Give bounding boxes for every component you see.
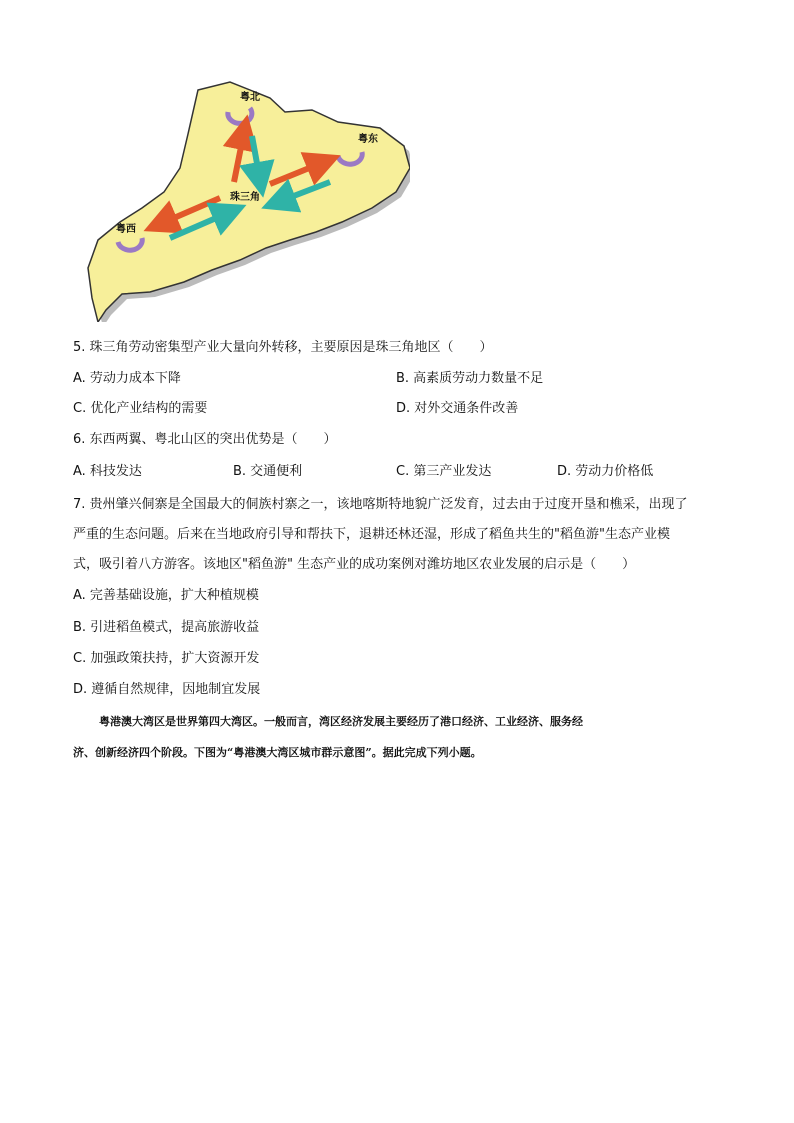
q6-option-b[interactable]: B. 交通便利 — [233, 464, 303, 479]
q5-stem: 5. 珠三角劳动密集型产业大量向外转移，主要原因是珠三角地区（ ） — [73, 340, 493, 355]
q6-option-a[interactable]: A. 科技发达 — [73, 464, 142, 479]
guangdong-industry-transfer-map — [80, 72, 410, 322]
q7-option-c[interactable]: C. 加强政策扶持，扩大资源开发 — [73, 651, 260, 666]
label-east: 粤东 — [358, 134, 378, 145]
section-intro — [73, 706, 721, 768]
q5-option-a[interactable]: A. 劳动力成本下降 — [73, 371, 181, 386]
section-intro-line-2: 济、创新经济四个阶段。下图为“粤港澳大湾区城市群示意图”。据此完成下列小题。 — [73, 746, 482, 759]
q5-option-b[interactable]: B. 高素质劳动力数量不足 — [396, 371, 544, 386]
q7-stem-line-1: 7. 贵州肇兴侗寨是全国最大的侗族村寨之一，该地喀斯特地貌广泛发育，过去由于过度开垦和樵采，出现了 — [73, 497, 688, 512]
q6-stem: 6. 东西两翼、粤北山区的突出优势是（ ） — [73, 432, 337, 447]
label-west: 粤西 — [116, 224, 136, 235]
q7-stem-line-2: 严重的生态问题。后来在当地政府引导和帮扶下，退耕还林还湿，形成了稻鱼共生的"稻鱼游"生态产业模 — [73, 527, 670, 542]
q7-stem — [73, 490, 721, 580]
q6-option-d[interactable]: D. 劳动力价格低 — [557, 464, 654, 479]
q7-option-d[interactable]: D. 遵循自然规律，因地制宜发展 — [73, 682, 261, 697]
label-pearl-river-delta: 珠三角 — [230, 192, 260, 203]
q7-stem-line-3: 式，吸引着八方游客。该地区"稻鱼游" 生态产业的成功案例对潍坊地区农业发展的启示是（ ） — [73, 557, 636, 572]
q5-option-c[interactable]: C. 优化产业结构的需要 — [73, 401, 208, 416]
q5-option-d[interactable]: D. 对外交通条件改善 — [396, 401, 519, 416]
section-intro-line-1: 粤港澳大湾区是世界第四大湾区。一般而言，湾区经济发展主要经历了港口经济、工业经济、服务经 — [99, 715, 583, 728]
label-north: 粤北 — [240, 92, 260, 103]
q7-option-a[interactable]: A. 完善基础设施，扩大种植规模 — [73, 588, 259, 603]
q6-option-c[interactable]: C. 第三产业发达 — [396, 464, 492, 479]
q7-option-b[interactable]: B. 引进稻鱼模式，提高旅游收益 — [73, 620, 260, 635]
